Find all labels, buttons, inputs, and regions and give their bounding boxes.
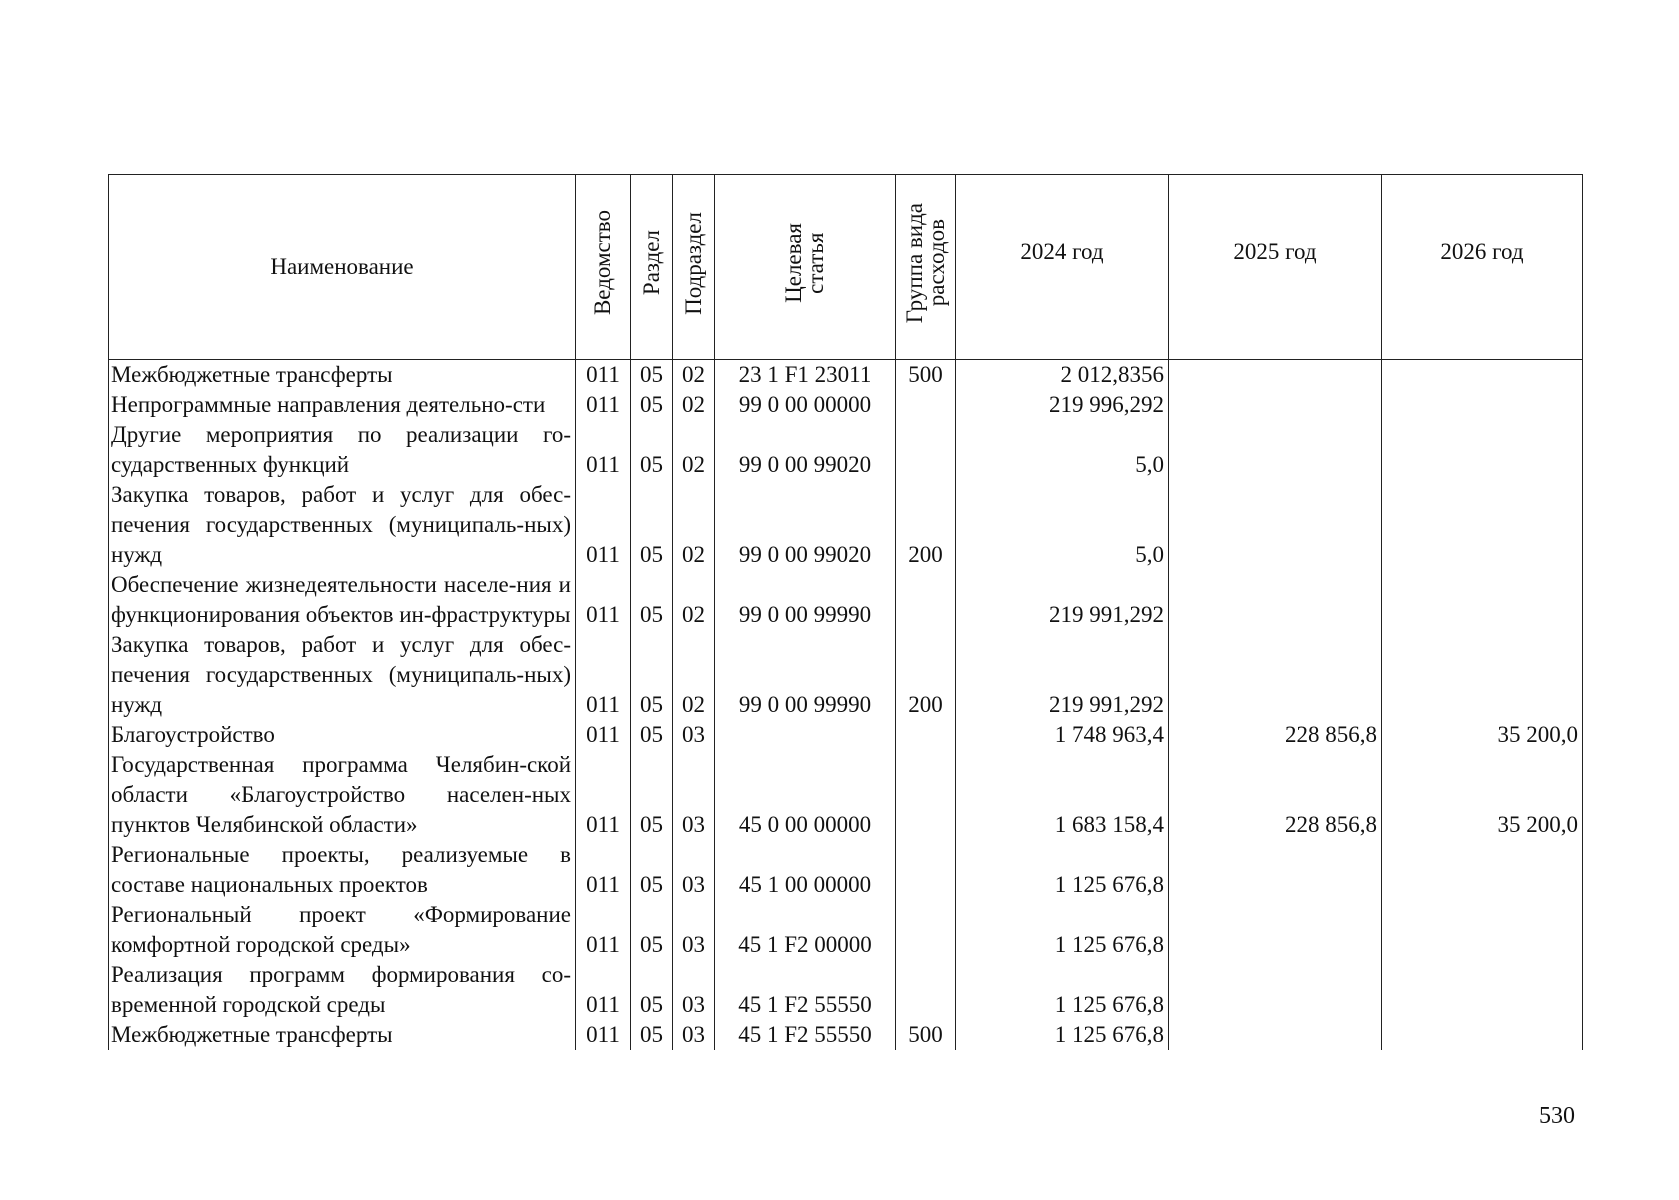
cell-expense-group: 500 bbox=[896, 360, 956, 391]
table-row bbox=[109, 750, 1583, 840]
cell-2026 bbox=[1382, 900, 1583, 960]
cell-name: Государственная программа Челябин-ской области «Благоустройство населен-ных пунктов Челябинской области» bbox=[109, 750, 576, 840]
cell-expense-group bbox=[896, 420, 956, 480]
cell-2026 bbox=[1382, 360, 1583, 391]
cell-2026: 35 200,0 bbox=[1382, 720, 1583, 750]
header-name: Наименование bbox=[109, 175, 576, 360]
cell-section: 05 bbox=[631, 720, 673, 750]
table-row bbox=[109, 840, 1583, 900]
cell-name: Благоустройство bbox=[109, 720, 576, 750]
cell-ministry: 011 bbox=[576, 750, 631, 840]
cell-2025 bbox=[1169, 840, 1382, 900]
header-expense-group: Группа вида расходов bbox=[896, 175, 956, 360]
cell-2024: 1 748 963,4 bbox=[956, 720, 1169, 750]
cell-ministry: 011 bbox=[576, 900, 631, 960]
header-ministry: Ведомство bbox=[576, 175, 631, 360]
cell-subsection: 03 bbox=[673, 840, 715, 900]
cell-ministry: 011 bbox=[576, 480, 631, 570]
cell-section: 05 bbox=[631, 960, 673, 1020]
cell-expense-group bbox=[896, 900, 956, 960]
cell-name: Межбюджетные трансферты bbox=[109, 1020, 576, 1050]
cell-section: 05 bbox=[631, 390, 673, 420]
cell-2026 bbox=[1382, 390, 1583, 420]
cell-ministry: 011 bbox=[576, 390, 631, 420]
cell-2026 bbox=[1382, 840, 1583, 900]
cell-name: Региональные проекты, реализуемые в составе национальных проектов bbox=[109, 840, 576, 900]
cell-2025 bbox=[1169, 480, 1382, 570]
table-row bbox=[109, 1020, 1583, 1050]
cell-subsection: 02 bbox=[673, 420, 715, 480]
cell-ministry: 011 bbox=[576, 570, 631, 630]
cell-target-item: 99 0 00 99990 bbox=[715, 570, 896, 630]
cell-subsection: 02 bbox=[673, 390, 715, 420]
budget-table bbox=[108, 174, 1583, 1050]
table-row bbox=[109, 360, 1583, 391]
cell-target-item: 99 0 00 00000 bbox=[715, 390, 896, 420]
cell-expense-group bbox=[896, 840, 956, 900]
cell-ministry: 011 bbox=[576, 360, 631, 391]
cell-section: 05 bbox=[631, 840, 673, 900]
cell-subsection: 03 bbox=[673, 720, 715, 750]
cell-2026 bbox=[1382, 570, 1583, 630]
cell-2024: 219 991,292 bbox=[956, 630, 1169, 720]
cell-2026: 35 200,0 bbox=[1382, 750, 1583, 840]
cell-name: Региональный проект «Формирование комфортной городской среды» bbox=[109, 900, 576, 960]
cell-ministry: 011 bbox=[576, 960, 631, 1020]
cell-subsection: 02 bbox=[673, 630, 715, 720]
cell-section: 05 bbox=[631, 420, 673, 480]
table-body bbox=[109, 360, 1583, 1051]
cell-2024: 2 012,8356 bbox=[956, 360, 1169, 391]
table-header-row bbox=[109, 175, 1583, 360]
cell-2024: 1 125 676,8 bbox=[956, 840, 1169, 900]
cell-2026 bbox=[1382, 1020, 1583, 1050]
cell-name: Обеспечение жизнедеятельности населе-ния и функционирования объектов ин-фраструктуры bbox=[109, 570, 576, 630]
cell-expense-group: 200 bbox=[896, 630, 956, 720]
cell-expense-group: 500 bbox=[896, 1020, 956, 1050]
cell-2024: 219 996,292 bbox=[956, 390, 1169, 420]
cell-2024: 1 125 676,8 bbox=[956, 900, 1169, 960]
cell-section: 05 bbox=[631, 570, 673, 630]
cell-expense-group bbox=[896, 570, 956, 630]
header-2025: 2025 год bbox=[1169, 175, 1382, 360]
table-row bbox=[109, 630, 1583, 720]
cell-section: 05 bbox=[631, 480, 673, 570]
header-subsection: Подраздел bbox=[673, 175, 715, 360]
cell-subsection: 02 bbox=[673, 360, 715, 391]
cell-section: 05 bbox=[631, 1020, 673, 1050]
table-row bbox=[109, 390, 1583, 420]
cell-2025 bbox=[1169, 360, 1382, 391]
header-2026: 2026 год bbox=[1382, 175, 1583, 360]
cell-target-item: 45 1 F2 00000 bbox=[715, 900, 896, 960]
cell-subsection: 02 bbox=[673, 480, 715, 570]
table-row bbox=[109, 420, 1583, 480]
cell-section: 05 bbox=[631, 630, 673, 720]
cell-2025: 228 856,8 bbox=[1169, 720, 1382, 750]
table-row bbox=[109, 720, 1583, 750]
cell-ministry: 011 bbox=[576, 720, 631, 750]
cell-2026 bbox=[1382, 420, 1583, 480]
cell-section: 05 bbox=[631, 360, 673, 391]
cell-name: Закупка товаров, работ и услуг для обес-печения государственных (муниципаль-ных) нужд bbox=[109, 480, 576, 570]
table-row bbox=[109, 480, 1583, 570]
cell-subsection: 03 bbox=[673, 960, 715, 1020]
cell-target-item: 45 1 F2 55550 bbox=[715, 960, 896, 1020]
cell-name: Реализация программ формирования со-временной городской среды bbox=[109, 960, 576, 1020]
cell-target-item bbox=[715, 720, 896, 750]
cell-target-item: 23 1 F1 23011 bbox=[715, 360, 896, 391]
page-number: 530 bbox=[1539, 1103, 1575, 1129]
cell-2024: 219 991,292 bbox=[956, 570, 1169, 630]
cell-2024: 1 683 158,4 bbox=[956, 750, 1169, 840]
cell-subsection: 03 bbox=[673, 1020, 715, 1050]
cell-2026 bbox=[1382, 960, 1583, 1020]
cell-2025 bbox=[1169, 420, 1382, 480]
cell-ministry: 011 bbox=[576, 420, 631, 480]
cell-2025 bbox=[1169, 390, 1382, 420]
cell-2024: 1 125 676,8 bbox=[956, 1020, 1169, 1050]
cell-target-item: 99 0 00 99990 bbox=[715, 630, 896, 720]
header-section: Раздел bbox=[631, 175, 673, 360]
cell-subsection: 02 bbox=[673, 570, 715, 630]
cell-2025 bbox=[1169, 960, 1382, 1020]
cell-2026 bbox=[1382, 630, 1583, 720]
cell-expense-group bbox=[896, 390, 956, 420]
header-target-item: Целевая статья bbox=[715, 175, 896, 360]
cell-2025 bbox=[1169, 900, 1382, 960]
cell-target-item: 99 0 00 99020 bbox=[715, 480, 896, 570]
header-2024: 2024 год bbox=[956, 175, 1169, 360]
cell-2024: 1 125 676,8 bbox=[956, 960, 1169, 1020]
cell-ministry: 011 bbox=[576, 630, 631, 720]
cell-ministry: 011 bbox=[576, 1020, 631, 1050]
cell-2025: 228 856,8 bbox=[1169, 750, 1382, 840]
cell-target-item: 99 0 00 99020 bbox=[715, 420, 896, 480]
table-row bbox=[109, 960, 1583, 1020]
cell-2025 bbox=[1169, 1020, 1382, 1050]
cell-2025 bbox=[1169, 630, 1382, 720]
cell-2024: 5,0 bbox=[956, 420, 1169, 480]
table-row bbox=[109, 900, 1583, 960]
cell-ministry: 011 bbox=[576, 840, 631, 900]
cell-2026 bbox=[1382, 480, 1583, 570]
cell-2025 bbox=[1169, 570, 1382, 630]
cell-expense-group: 200 bbox=[896, 480, 956, 570]
cell-expense-group bbox=[896, 720, 956, 750]
cell-expense-group bbox=[896, 750, 956, 840]
cell-subsection: 03 bbox=[673, 900, 715, 960]
cell-section: 05 bbox=[631, 900, 673, 960]
table-row bbox=[109, 570, 1583, 630]
cell-target-item: 45 1 F2 55550 bbox=[715, 1020, 896, 1050]
cell-2024: 5,0 bbox=[956, 480, 1169, 570]
cell-target-item: 45 0 00 00000 bbox=[715, 750, 896, 840]
cell-subsection: 03 bbox=[673, 750, 715, 840]
cell-target-item: 45 1 00 00000 bbox=[715, 840, 896, 900]
cell-expense-group bbox=[896, 960, 956, 1020]
cell-name: Другие мероприятия по реализации го-сударственных функций bbox=[109, 420, 576, 480]
cell-name: Закупка товаров, работ и услуг для обес-печения государственных (муниципаль-ных) нужд bbox=[109, 630, 576, 720]
cell-name: Межбюджетные трансферты bbox=[109, 360, 576, 391]
cell-section: 05 bbox=[631, 750, 673, 840]
cell-name: Непрограммные направления деятельно-сти bbox=[109, 390, 576, 420]
